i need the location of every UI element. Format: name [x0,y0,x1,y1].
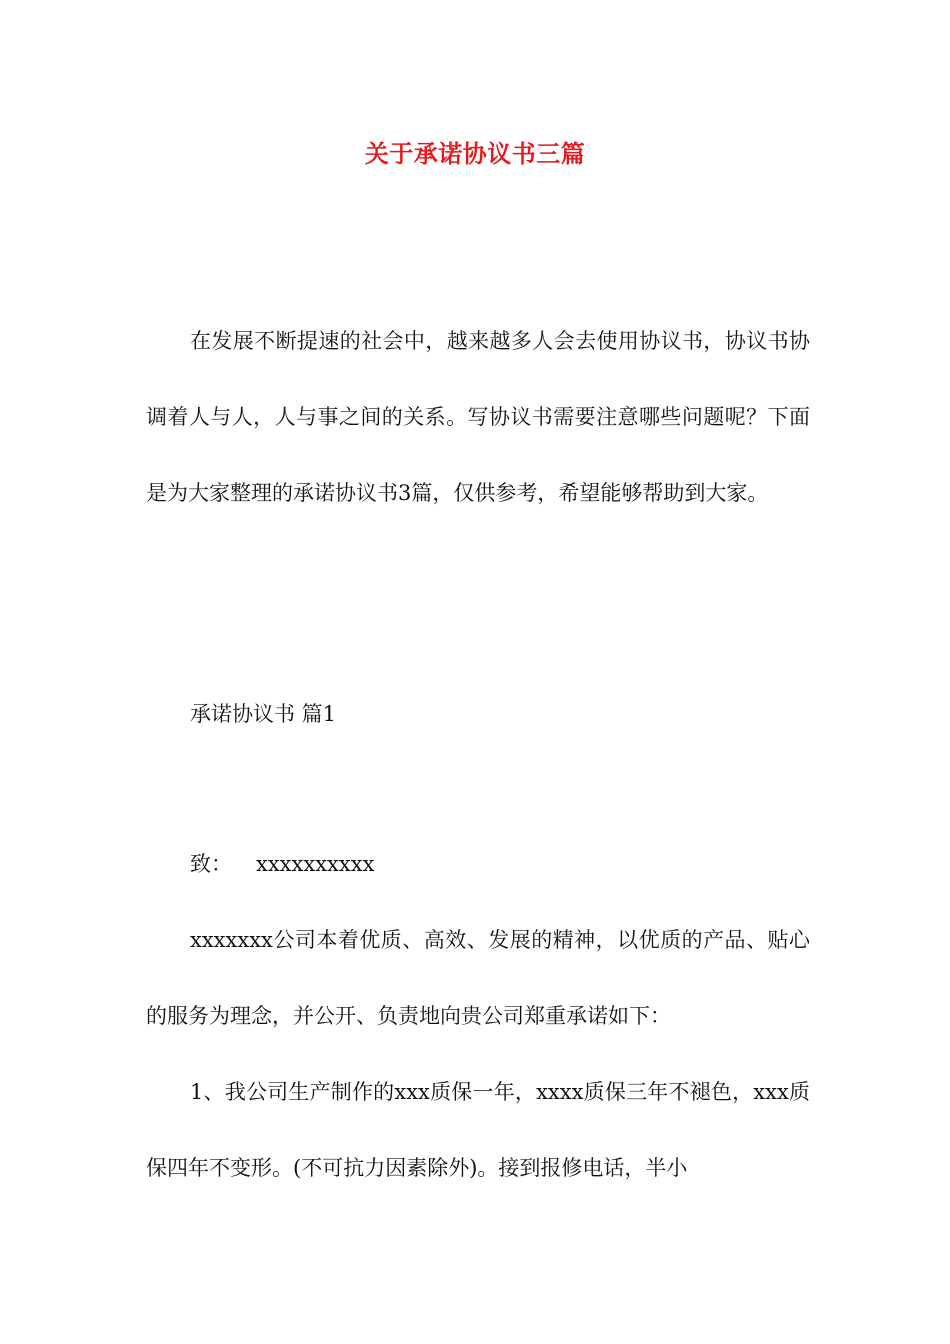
addressee-line [190,826,374,902]
addressee-label: 致： [190,852,232,876]
company-paragraph: xxxxxxx公司本着优质、高效、发展的精神，以优质的产品、贴心的服务为理念，并公开、负责地向贵公司郑重承诺如下： [146,928,810,1028]
item-1-paragraph: 1、我公司生产制作的xxx质保一年，xxxx质保三年不褪色，xxx质保四年不变形。(不可抗力因素除外)。接到报修电话，半小 [146,1080,810,1180]
intro-paragraph: 在发展不断提速的社会中，越来越多人会去使用协议书，协议书协调着人与人，人与事之间的关系。写协议书需要注意哪些问题呢？下面是为大家整理的承诺协议书3篇，仅供参考，希望能够帮助到大家。 [146,329,810,505]
document-title: 关于承诺协议书三篇 [364,140,586,168]
section-heading: 承诺协议书 篇1 [190,702,337,726]
addressee-value: xxxxxxxxxx [256,852,375,876]
